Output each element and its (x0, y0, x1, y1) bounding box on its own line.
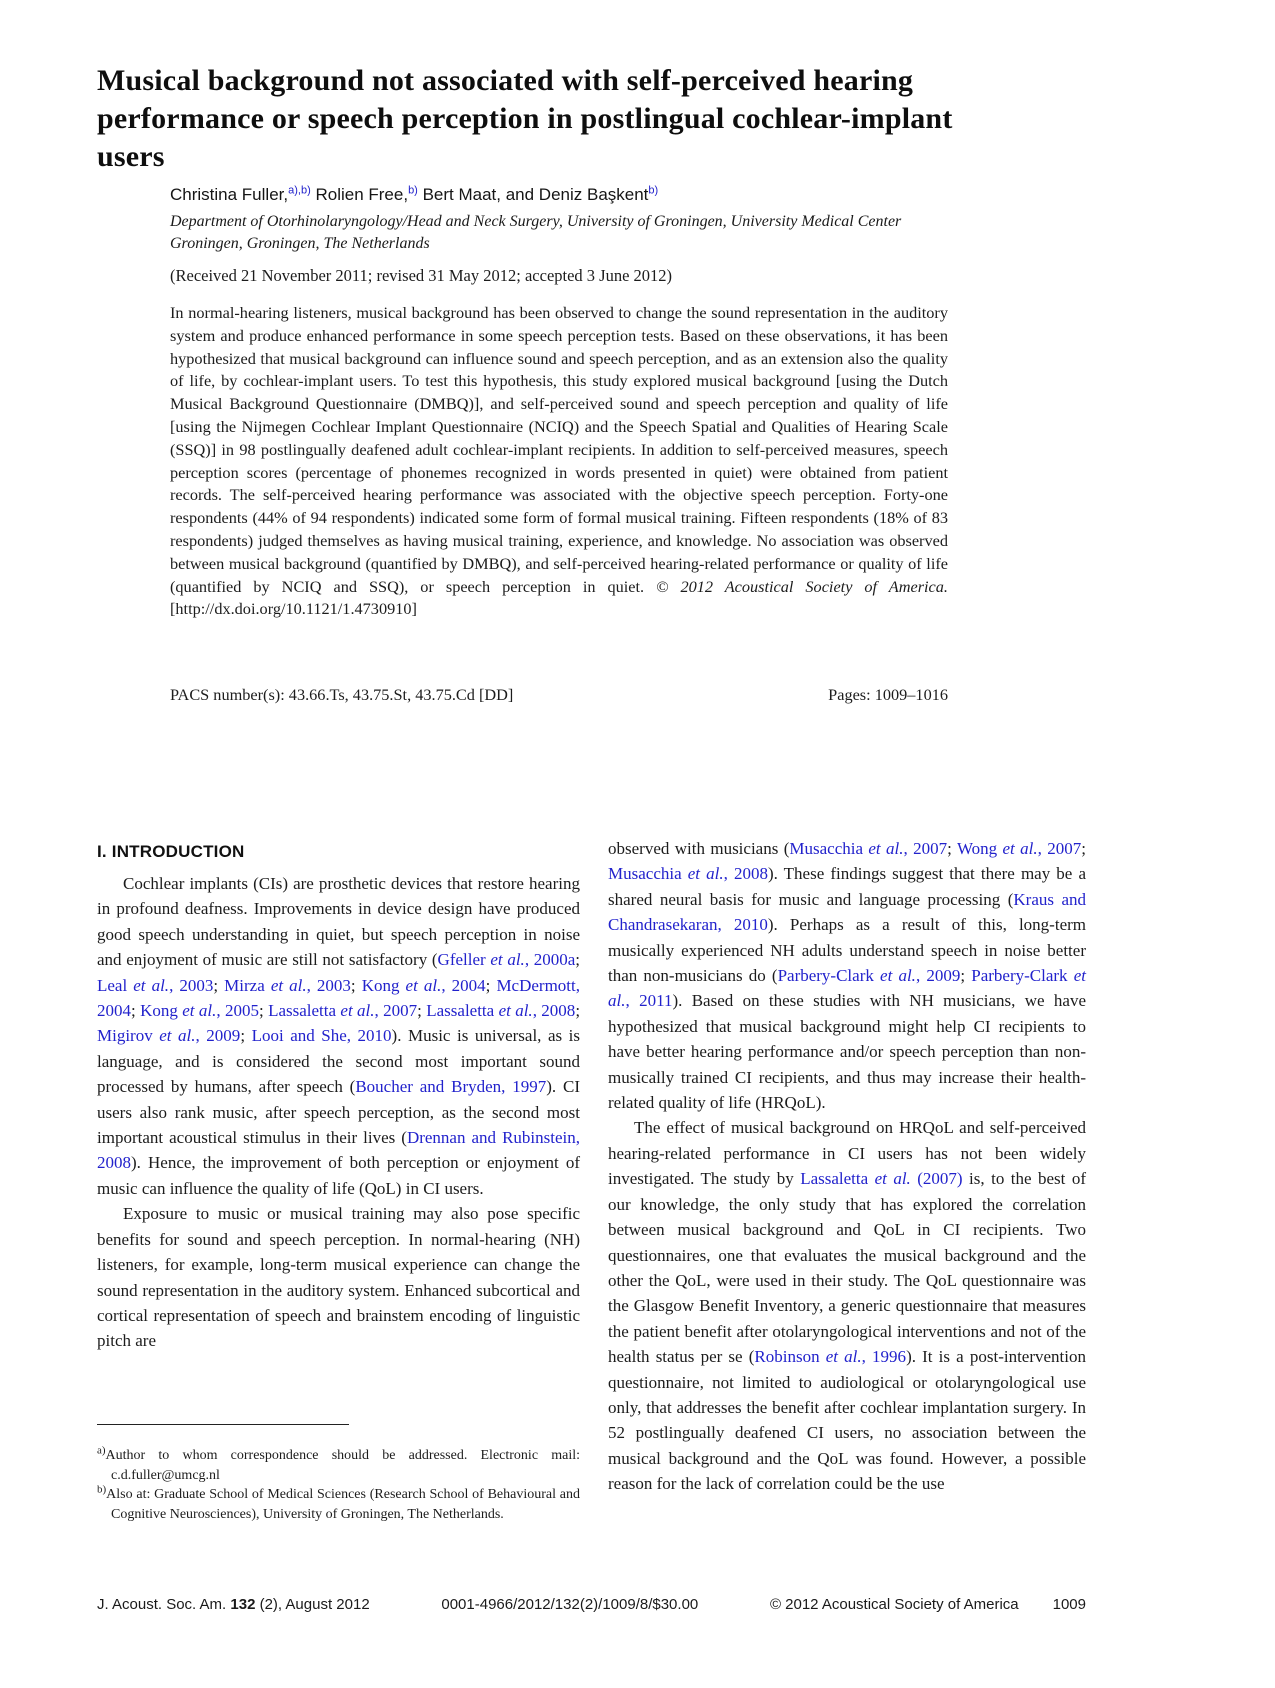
citation-link[interactable]: et al. (159, 1026, 196, 1046)
text-segment: ; (485, 975, 497, 995)
citation-link[interactable]: et al. (405, 975, 442, 995)
text-segment: is, to the best of our knowledge, the only study that has explored the correlation between musical background and QoL in CI recipients. Two questionnaires, one that evaluates the musical background and the other the QoL, were used in their study. The QoL questionnaire was the Glasgow Benefit Inventory, a generic questionnaire that measures the patient benefit after otolaryngological interventions and not of the health status per se ( (608, 1169, 1086, 1367)
author-footnote-marker[interactable]: b) (408, 184, 418, 197)
text-segment: Author to whom correspondence should be addressed. Electronic mail: c.d.fuller@umcg.nl (105, 1448, 580, 1483)
abstract-text (170, 302, 948, 621)
footnote-marker: b) (97, 1483, 107, 1496)
citation-link[interactable]: , 2009 (915, 966, 961, 986)
citation-link[interactable]: Mirza (224, 975, 271, 995)
citation-link[interactable]: , 2004 (441, 975, 486, 995)
citation-link[interactable]: Boucher and Bryden, 1997 (355, 1077, 547, 1097)
footnote-marker: a) (97, 1444, 106, 1457)
citation-link[interactable]: Kong (361, 975, 406, 995)
citation-link[interactable]: Migirov (97, 1026, 160, 1046)
text-segment: J. Acoust. Soc. Am. (97, 1596, 231, 1613)
citation-link[interactable]: Wong (956, 839, 1003, 858)
footer-page-number: 1009 (1052, 1596, 1086, 1613)
footer-right-group (770, 1596, 1086, 1613)
citation-link[interactable]: et al. (133, 975, 170, 995)
text-segment: [http://dx.doi.org/10.1121/1.4730910] (170, 599, 417, 619)
citation-link[interactable]: Drennan and Rubinstein, 2008 (97, 1128, 580, 1173)
citation-link[interactable]: , 2008 (723, 864, 768, 884)
text-segment: ). CI users also rank music, after speech perception, as the second most important acoustical stimulus in their lives ( (97, 1077, 580, 1148)
text-segment: ; (350, 975, 362, 995)
citation-link[interactable]: Kraus and Chandrasekaran, 2010 (608, 889, 1086, 935)
column-left (97, 871, 580, 1354)
citation-link[interactable]: Leal (97, 975, 134, 995)
pages-range: Pages: 1009–1016 (828, 685, 948, 704)
intro-paragraph-3 (608, 836, 1086, 1115)
text-segment: 132 (230, 1596, 256, 1613)
text-segment: (2), August 2012 (255, 1596, 370, 1613)
text-segment: ; (575, 950, 581, 970)
text-segment: ; (213, 975, 225, 995)
footnote-divider (97, 1424, 349, 1425)
meta-row (170, 685, 948, 705)
author-footnote-marker[interactable]: a),b) (288, 184, 311, 197)
citation-link[interactable]: , 2003 (169, 975, 214, 995)
text-segment: ; (258, 1001, 269, 1021)
footer-issn-code: 0001-4966/2012/132(2)/1009/8/$30.00 (441, 1596, 699, 1613)
citation-link[interactable]: Kong (140, 1001, 183, 1021)
citation-link[interactable]: (2007) (910, 1169, 963, 1189)
footer-copyright: © 2012 Acoustical Society of America (769, 1596, 1019, 1613)
footnotes-block (97, 1446, 580, 1524)
citation-link[interactable]: et al. (687, 864, 724, 884)
text-segment: ). Music is universal, as is language, and is considered the second most important sound processed by humans, after speech ( (97, 1026, 580, 1097)
text-segment: The effect of musical background on HRQoL and self-perceived hearing-related performance in CI users has not been widely investigated. The study by (608, 1118, 1086, 1189)
citation-link[interactable]: , 1996 (861, 1347, 907, 1367)
citation-link[interactable]: , 2000a (524, 950, 576, 970)
citation-link[interactable]: , 2008 (532, 1001, 576, 1021)
text-segment: In normal-hearing listeners, musical background has been observed to change the sound representation in the auditory system and produce enhanced performance in some speech perception tests. Based on these observations, it has been hypothesized that musical background can influence sound and speech perception, and as an extension also the quality of life, by cochlear-implant users. To test this hypothesis, this study explored musical background [using the Dutch Musical Background Questionnaire (DMBQ)], and self-perceived sound and speech perception and quality of life [using the Nijmegen Cochlear Implant Questionnaire (NCIQ) and the Speech Spatial and Qualities of Hearing Scale (SSQ)] in 98 postlingually deafened adult cochlear-implant recipients. In addition to self-perceived measures, speech perception scores (percentage of phonemes recognized in words presented in quiet) were obtained from patient records. The self-perceived hearing performance was associated with the objective speech perception. Forty-one respondents (44% of 94 respondents) indicated some form of formal musical training. Fifteen respondents (18% of 83 respondents) judged themselves as having musical training, experience, and knowledge. No association was observed between musical background (quantified by DMBQ), and self-perceived hearing-related performance or quality of life (quantified by NCIQ and SSQ), or speech perception in quiet. (170, 303, 948, 596)
citation-link[interactable]: et al. (880, 966, 916, 986)
pacs-numbers: PACS number(s): 43.66.Ts, 43.75.St, 43.75.Cd [DD] (170, 685, 514, 704)
page-footer (97, 1596, 1086, 1613)
section-heading-introduction: I. INTRODUCTION (97, 842, 245, 861)
text-segment: ; (417, 1001, 427, 1021)
affiliation-line: Department of Otorhinolaryngology/Head and Neck Surgery, University of Groningen, University Medical Center Groningen, Groningen, The Netherlands (170, 213, 902, 252)
received-dates-line: (Received 21 November 2011; revised 31 May 2012; accepted 3 June 2012) (170, 266, 673, 285)
citation-link[interactable]: et al. (874, 1169, 911, 1189)
intro-paragraph-1 (97, 871, 580, 1201)
text-segment: Cochlear implants (CIs) are prosthetic devices that restore hearing in profound deafness. Improvements in device design have produced good speech understanding in quiet, but speech perception in noise and enjoyment of music are still not satisfactory ( (97, 874, 580, 970)
text-segment: Rolien Free, (310, 185, 409, 204)
citation-link[interactable]: , 2009 (195, 1026, 241, 1046)
text-segment: ; (947, 839, 957, 858)
citation-link[interactable]: , 2005 (216, 1001, 259, 1021)
citation-link[interactable]: , 2007 (374, 1001, 418, 1021)
text-segment: Christina Fuller, (170, 185, 289, 204)
footer-journal-citation (97, 1596, 370, 1613)
citation-link[interactable]: McDermott, 2004 (97, 975, 581, 1021)
citation-link[interactable]: et al. (825, 1347, 862, 1367)
citation-link[interactable]: et al. (340, 1001, 375, 1021)
citation-link[interactable]: et al. (490, 950, 525, 970)
text-segment: Bert Maat, and Deniz Başkent (417, 185, 649, 204)
citation-link[interactable]: Musacchia (608, 864, 688, 884)
text-segment: ; (960, 966, 972, 986)
text-segment: © 2012 Acoustical Society of America. (656, 576, 948, 596)
text-segment: ; (240, 1026, 252, 1046)
text-segment: observed with musicians ( (608, 839, 790, 858)
text-segment: ). Hence, the improvement of both perception or enjoyment of music can influence the quality of life (QoL) in CI users. (97, 1153, 580, 1198)
citation-link[interactable]: Lassaletta (800, 1169, 875, 1189)
citation-link[interactable]: Lassaletta (268, 1001, 341, 1021)
text-segment: ). It is a post-intervention questionnaire, not limited to audiological or otolaryngological use only, that addresses the benefit after cochlear implantation surgery. In 52 postlingually deafened CI users, no association between the musical background and the QoL was found. However, a possible reason for the lack of correlation could be the use (608, 1347, 1087, 1494)
citation-link[interactable]: et al. (498, 1001, 533, 1021)
text-segment: Also at: Graduate School of Medical Sciences (Research School of Behavioural and Cognitive Neurosciences), University of Groningen, The Netherlands. (106, 1487, 580, 1522)
citation-link[interactable]: et al. (868, 839, 904, 858)
citation-link[interactable]: et al. (608, 966, 1086, 1011)
citation-link[interactable]: , 2007 (903, 839, 948, 858)
intro-paragraph-2 (97, 1201, 580, 1353)
text-segment: ; (1081, 839, 1087, 858)
citation-link[interactable]: , 2011 (625, 991, 673, 1011)
text-segment: ). Based on these studies with NH musicians, we have hypothesized that musical background might help CI recipients to have better hearing performance and/or speech perception than non-musically trained CI recipients, and thus may increase their health-related quality of life (HRQoL). (608, 991, 1087, 1113)
citation-link[interactable]: et al. (270, 975, 307, 995)
footnote-b (97, 1485, 580, 1524)
authors-line (170, 184, 970, 206)
citation-link[interactable]: Gfeller (437, 950, 491, 970)
citation-link[interactable]: et al. (182, 1001, 217, 1021)
column-right (608, 836, 1086, 1497)
citation-link[interactable]: et al. (1002, 839, 1038, 858)
citation-link[interactable]: Lassaletta (426, 1001, 499, 1021)
citation-link[interactable]: Looi and She, 2010 (251, 1026, 392, 1046)
footnote-a (97, 1446, 580, 1485)
citation-link[interactable]: Musacchia (789, 839, 869, 858)
text-segment: ; (131, 1001, 141, 1021)
text-segment: ). Perhaps as a result of this, long-term musically experienced NH adults understand speech in noise better than non-musicians do ( (608, 915, 1086, 986)
text-segment: ). These findings suggest that there may be a shared neural basis for music and language processing ( (608, 864, 1087, 909)
citation-link[interactable]: , 2003 (306, 975, 351, 995)
citation-link[interactable]: Parbery-Clark (777, 966, 881, 986)
text-segment: ; (575, 1001, 581, 1021)
page-title: Musical background not associated with self-perceived hearing performance or speech perception in postlingual cochlear-implant users (97, 64, 953, 173)
citation-link[interactable]: Robinson (754, 1347, 826, 1367)
citation-link[interactable]: Parbery-Clark (971, 966, 1074, 986)
author-footnote-marker[interactable]: b) (648, 184, 659, 197)
text-segment: Exposure to music or musical training may also pose specific benefits for sound and speech perception. In normal-hearing (NH) listeners, for example, long-term musical experience can change the sound representation in the auditory system. Enhanced subcortical and cortical representation of speech and brainstem encoding of linguistic pitch are (97, 1204, 580, 1351)
intro-paragraph-4 (608, 1115, 1086, 1496)
citation-link[interactable]: , 2007 (1037, 839, 1082, 858)
